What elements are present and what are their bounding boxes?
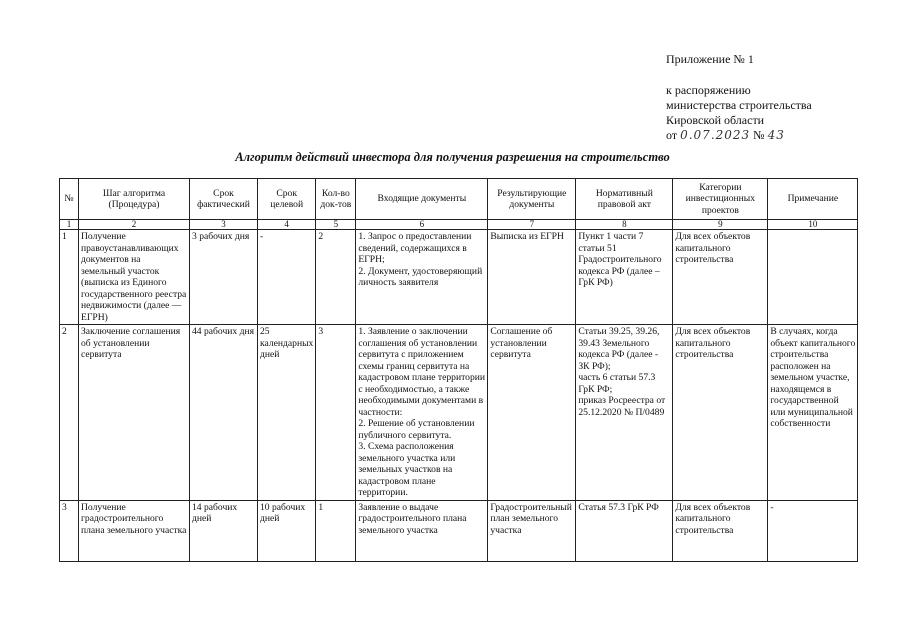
column-number: 7 <box>488 220 576 230</box>
header-doc-count: Кол-во док-тов <box>316 179 356 220</box>
column-number: 4 <box>258 220 316 230</box>
row-target-term: - <box>258 230 316 325</box>
header-incoming: Входящие документы <box>356 179 488 220</box>
row-note: - <box>768 500 858 561</box>
row-num: 3 <box>60 500 79 561</box>
column-number-row <box>60 220 858 230</box>
row-step: Получение правоустанавливающих документов на земельный участок (выписка из Единого государственного реестра недвижимости (далее — ЕГРН) <box>79 230 190 325</box>
header-category: Категории инвестиционных проектов <box>673 179 768 220</box>
appendix-date-line <box>666 128 812 143</box>
handwritten-date: 0.07.2023 <box>680 128 751 142</box>
header-target-term: Срок целевой <box>258 179 316 220</box>
header-actual-term: Срок фактический <box>190 179 258 220</box>
row-target-term: 25 календарных дней <box>258 325 316 501</box>
table-row <box>60 230 858 325</box>
row-resulting: Соглашение об установлении сервитута <box>488 325 576 501</box>
column-number: 1 <box>60 220 79 230</box>
row-incoming: 1. Запрос о предоставлении сведений, содержащихся в ЕГРН; 2. Документ, удостоверяющий личность заявителя <box>356 230 488 325</box>
row-doc-count: 2 <box>316 230 356 325</box>
row-resulting: Выписка из ЕГРН <box>488 230 576 325</box>
row-actual-term: 44 рабочих дня <box>190 325 258 501</box>
table-row <box>60 500 858 561</box>
row-actual-term: 14 рабочих дней <box>190 500 258 561</box>
row-legal-act: Статья 57.3 ГрК РФ <box>576 500 673 561</box>
appendix-block <box>666 52 812 143</box>
row-category: Для всех объектов капитального строительства <box>673 325 768 501</box>
table-row <box>60 325 858 501</box>
number-label: № <box>753 128 765 142</box>
row-doc-count: 3 <box>316 325 356 501</box>
row-actual-term: 3 рабочих дня <box>190 230 258 325</box>
row-category: Для всех объектов капитального строительства <box>673 230 768 325</box>
header-step: Шаг алгоритма (Процедура) <box>79 179 190 220</box>
algorithm-table <box>59 178 858 562</box>
column-number: 6 <box>356 220 488 230</box>
row-note: В случаях, когда объект капитального строительства расположен на земельном участке, находящемся в государственной или муниципальной собственности <box>768 325 858 501</box>
appendix-line-2: министерства строительства <box>666 98 812 112</box>
appendix-title: Приложение № 1 <box>666 52 754 66</box>
row-legal-act: Статьи 39.25, 39.26, 39.43 Земельного кодекса РФ (далее - ЗК РФ); часть 6 статьи 57.3 ГрК РФ; приказ Росреестра от 25.12.2020 № П/0489 <box>576 325 673 501</box>
column-number: 10 <box>768 220 858 230</box>
row-num: 1 <box>60 230 79 325</box>
column-number: 3 <box>190 220 258 230</box>
appendix-line-3: Кировской области <box>666 113 765 127</box>
column-number: 8 <box>576 220 673 230</box>
appendix-line-1: к распоряжению <box>666 83 751 97</box>
header-note: Примечание <box>768 179 858 220</box>
row-note <box>768 230 858 325</box>
row-incoming: Заявление о выдаче градостроительного плана земельного участка <box>356 500 488 561</box>
row-doc-count: 1 <box>316 500 356 561</box>
column-number: 2 <box>79 220 190 230</box>
row-num: 2 <box>60 325 79 501</box>
document-title: Алгоритм действий инвестора для получения разрешения на строительство <box>235 150 670 164</box>
row-step: Получение градостроительного плана земельного участка <box>79 500 190 561</box>
handwritten-number: 43 <box>767 128 785 142</box>
row-legal-act: Пункт 1 части 7 статьи 51 Градостроительного кодекса РФ (далее – ГрК РФ) <box>576 230 673 325</box>
header-num: № <box>60 179 79 220</box>
row-incoming: 1. Заявление о заключении соглашения об установлении сервитута с приложением схемы границ сервитута на кадастровом плане территории с необходимостью, а также необходимыми документами в частности: 2. Решение об установлении публичного сервитута. 3. Схема расположения земельного участка или земельных участков на кадастровом плане территории. <box>356 325 488 501</box>
column-number: 5 <box>316 220 356 230</box>
header-legal-act: Нормативный правовой акт <box>576 179 673 220</box>
table-header-row <box>60 179 858 220</box>
row-step: Заключение соглашения об установлении сервитута <box>79 325 190 501</box>
date-prefix: от <box>666 128 678 142</box>
column-number: 9 <box>673 220 768 230</box>
row-category: Для всех объектов капитального строительства <box>673 500 768 561</box>
row-resulting: Градостроительный план земельного участка <box>488 500 576 561</box>
header-resulting: Результирующие документы <box>488 179 576 220</box>
row-target-term: 10 рабочих дней <box>258 500 316 561</box>
